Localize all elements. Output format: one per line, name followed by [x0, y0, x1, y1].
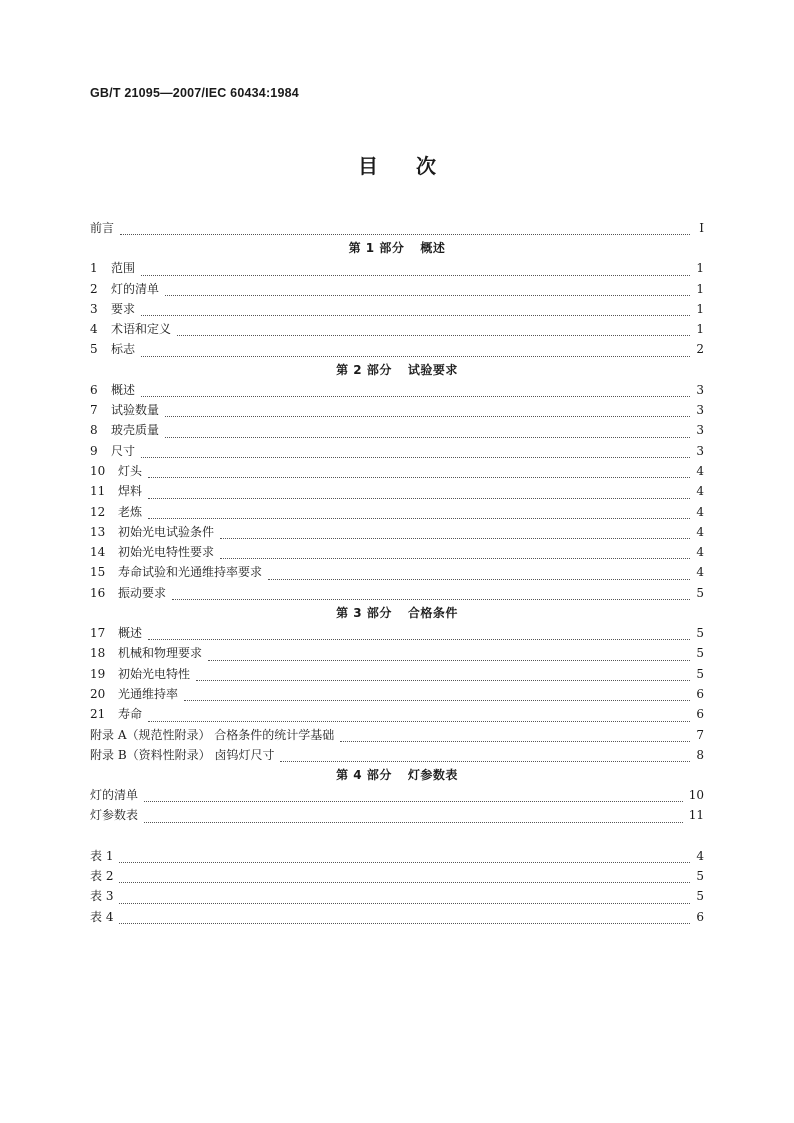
toc-entry-page: 4 — [696, 504, 704, 519]
dot-leader — [220, 558, 690, 559]
toc-entry-label: 寿命 — [118, 707, 143, 722]
toc-entry-number: 3 — [90, 301, 98, 316]
toc-entry[interactable] — [90, 704, 704, 724]
toc-entry[interactable] — [90, 258, 704, 278]
part-title: 试验要求 — [407, 362, 458, 377]
toc-entry-page: 4 — [696, 545, 704, 560]
part-number: 第 3 部分 — [336, 606, 392, 621]
toc-entry[interactable] — [90, 319, 704, 339]
toc-entry-page: 5 — [696, 626, 704, 641]
part-heading — [90, 360, 704, 380]
toc-entry[interactable] — [90, 380, 704, 400]
toc-entry[interactable] — [90, 522, 704, 542]
toc-entry-page: 4 — [696, 484, 704, 499]
dot-leader — [148, 477, 690, 478]
toc-entry-number: 14 — [90, 545, 106, 560]
toc-entry[interactable] — [90, 502, 704, 522]
toc-entry-label: 概述 — [118, 626, 143, 641]
toc-entry[interactable] — [90, 785, 704, 805]
part-title: 概述 — [420, 241, 446, 256]
dot-leader — [144, 801, 683, 802]
dot-leader — [268, 579, 690, 580]
toc-entry[interactable] — [90, 420, 704, 440]
toc-entry-label: 光通维持率 — [118, 686, 179, 701]
toc-entry-page: 1 — [696, 261, 704, 276]
page-title: 目次 — [358, 154, 474, 178]
toc-entry[interactable] — [90, 441, 704, 461]
toc-entry-page: 5 — [696, 646, 704, 661]
toc-entry-number: 20 — [90, 686, 106, 701]
dot-leader — [119, 903, 690, 904]
part-number: 第 4 部分 — [336, 768, 392, 783]
toc-entry-number: 2 — [90, 281, 98, 296]
toc-table-entry[interactable] — [90, 907, 704, 927]
toc-entry-label: 术语和定义 — [111, 322, 172, 337]
toc-entry-label: 表 4 — [90, 909, 114, 924]
toc-entry-number: 21 — [90, 707, 106, 722]
toc-entry-label: 灯头 — [118, 463, 143, 478]
dot-leader — [165, 416, 690, 417]
toc-entry[interactable] — [90, 684, 704, 704]
toc-table-entry[interactable] — [90, 866, 704, 886]
toc-entry-label: 范围 — [111, 261, 136, 276]
dot-leader — [119, 923, 690, 924]
toc-entry-number: 15 — [90, 565, 106, 580]
toc-entry[interactable] — [90, 481, 704, 501]
dot-leader — [208, 660, 690, 661]
toc-entry-label: 灯的清单 — [90, 788, 139, 803]
dot-leader — [165, 437, 690, 438]
toc-entry[interactable] — [90, 461, 704, 481]
toc-entry[interactable] — [90, 623, 704, 643]
toc-entry-label: 尺寸 — [111, 443, 136, 458]
dot-leader — [148, 518, 690, 519]
toc-entry-number: 19 — [90, 666, 106, 681]
toc-entry-number: 4 — [90, 322, 98, 337]
dot-leader — [220, 538, 690, 539]
dot-leader — [148, 498, 690, 499]
dot-leader — [172, 599, 690, 600]
toc-entry-label: 表 1 — [90, 848, 114, 863]
toc-entry[interactable] — [90, 279, 704, 299]
toc-entry-number: 16 — [90, 585, 106, 600]
toc-entry-page: 5 — [696, 585, 704, 600]
part-heading — [90, 765, 704, 785]
dot-leader — [148, 639, 690, 640]
toc-entry-label: 试验数量 — [111, 403, 160, 418]
toc-entry-appendix-b[interactable] — [90, 745, 704, 765]
toc-entry-page: 3 — [696, 403, 704, 418]
toc-entry-number: 1 — [90, 261, 98, 276]
toc-entry[interactable] — [90, 339, 704, 359]
toc-entry-label: 初始光电试验条件 — [118, 524, 215, 539]
toc-entry[interactable] — [90, 643, 704, 663]
toc-entry-label: 附录 B（资料性附录） 卤钨灯尺寸 — [90, 747, 275, 762]
toc-entry-page: 11 — [688, 808, 704, 823]
toc-entry-page: 3 — [696, 382, 704, 397]
toc-table-entry[interactable] — [90, 846, 704, 866]
dot-leader — [141, 315, 690, 316]
part-heading — [90, 603, 704, 623]
dot-leader — [177, 335, 690, 336]
toc-entry-label: 前言 — [90, 221, 115, 235]
part-heading — [90, 238, 704, 258]
toc-entry-number: 6 — [90, 382, 98, 397]
part-title: 合格条件 — [407, 606, 458, 621]
toc-entry-number: 7 — [90, 403, 98, 418]
dot-leader — [141, 356, 690, 357]
toc-entry-page: 1 — [696, 301, 704, 316]
toc-entry-label: 要求 — [111, 301, 136, 316]
toc-entry-label: 寿命试验和光通维持率要求 — [118, 565, 263, 580]
toc-entry-page: 4 — [696, 565, 704, 580]
toc-entry[interactable] — [90, 562, 704, 582]
toc-entry-page: 4 — [696, 463, 704, 478]
toc-entry-appendix-a[interactable] — [90, 725, 704, 745]
toc-entry-page: 10 — [688, 788, 704, 803]
toc-entry-page: 4 — [696, 524, 704, 539]
toc-entry-number: 5 — [90, 342, 98, 357]
toc-entry-label: 标志 — [111, 342, 136, 357]
toc-entry-page: 5 — [696, 666, 704, 681]
toc-entry-page: 1 — [696, 322, 704, 337]
toc-entry[interactable] — [90, 542, 704, 562]
toc-entry-number: 8 — [90, 423, 98, 438]
dot-leader — [141, 396, 690, 397]
toc-entry-label: 机械和物理要求 — [118, 646, 203, 661]
toc-entry-label: 振动要求 — [118, 585, 167, 600]
toc-entry[interactable] — [90, 400, 704, 420]
dot-leader — [148, 721, 690, 722]
toc-entry[interactable] — [90, 299, 704, 319]
standard-number: GB/T 21095—2007/IEC 60434:1984 — [90, 86, 299, 100]
dot-leader — [196, 680, 690, 681]
toc-entry-number: 12 — [90, 504, 106, 519]
toc-entry-page: 5 — [696, 889, 704, 904]
toc-entry-label: 灯参数表 — [90, 808, 139, 823]
toc-entry-page: 4 — [696, 848, 704, 863]
dot-leader — [280, 761, 690, 762]
toc-entry-number: 18 — [90, 646, 106, 661]
toc-entry-page: 1 — [696, 281, 704, 296]
toc-entry-page: 7 — [696, 727, 704, 742]
dot-leader — [144, 822, 683, 823]
toc-entry-label: 附录 A（规范性附录） 合格条件的统计学基础 — [90, 727, 335, 742]
dot-leader — [119, 862, 690, 863]
part-title: 灯参数表 — [407, 768, 458, 783]
toc-entry-page: 2 — [696, 342, 704, 357]
dot-leader — [120, 234, 690, 235]
toc-entry-page: 8 — [696, 747, 704, 762]
toc-entry-page: 6 — [696, 686, 704, 701]
toc-entry-label: 初始光电特性要求 — [118, 545, 215, 560]
toc-entry-label: 表 3 — [90, 889, 114, 904]
dot-leader — [340, 741, 690, 742]
toc-entry-page: 6 — [696, 909, 704, 924]
dot-leader — [141, 275, 690, 276]
toc-entry[interactable] — [90, 805, 704, 825]
toc-entry-page: I — [699, 221, 704, 235]
part-number: 第 1 部分 — [348, 241, 405, 256]
toc-entry-number: 10 — [90, 463, 106, 478]
toc-entry-number: 11 — [90, 484, 106, 499]
toc-entry-number: 17 — [90, 626, 106, 641]
toc-entry-foreword[interactable] — [90, 218, 704, 238]
toc-entry-number: 13 — [90, 524, 106, 539]
toc-entry[interactable] — [90, 664, 704, 684]
toc-entry-label: 表 2 — [90, 869, 114, 884]
toc-entry-label: 灯的清单 — [111, 281, 160, 296]
toc-entry-page: 3 — [696, 423, 704, 438]
toc-entry-number: 9 — [90, 443, 98, 458]
toc-entry-label: 初始光电特性 — [118, 666, 191, 681]
dot-leader — [141, 457, 690, 458]
dot-leader — [184, 700, 690, 701]
toc-entry[interactable] — [90, 583, 704, 603]
toc-entry-page: 5 — [696, 869, 704, 884]
toc-entry-page: 3 — [696, 443, 704, 458]
dot-leader — [119, 882, 690, 883]
toc-entry-label: 焊料 — [118, 484, 143, 499]
part-number: 第 2 部分 — [336, 362, 392, 377]
dot-leader — [165, 295, 690, 296]
table-of-contents — [90, 218, 704, 927]
toc-entry-label: 概述 — [111, 382, 136, 397]
toc-entry-page: 6 — [696, 707, 704, 722]
toc-table-entry[interactable] — [90, 886, 704, 906]
toc-entry-label: 老炼 — [118, 504, 143, 519]
toc-entry-label: 玻壳质量 — [111, 423, 160, 438]
